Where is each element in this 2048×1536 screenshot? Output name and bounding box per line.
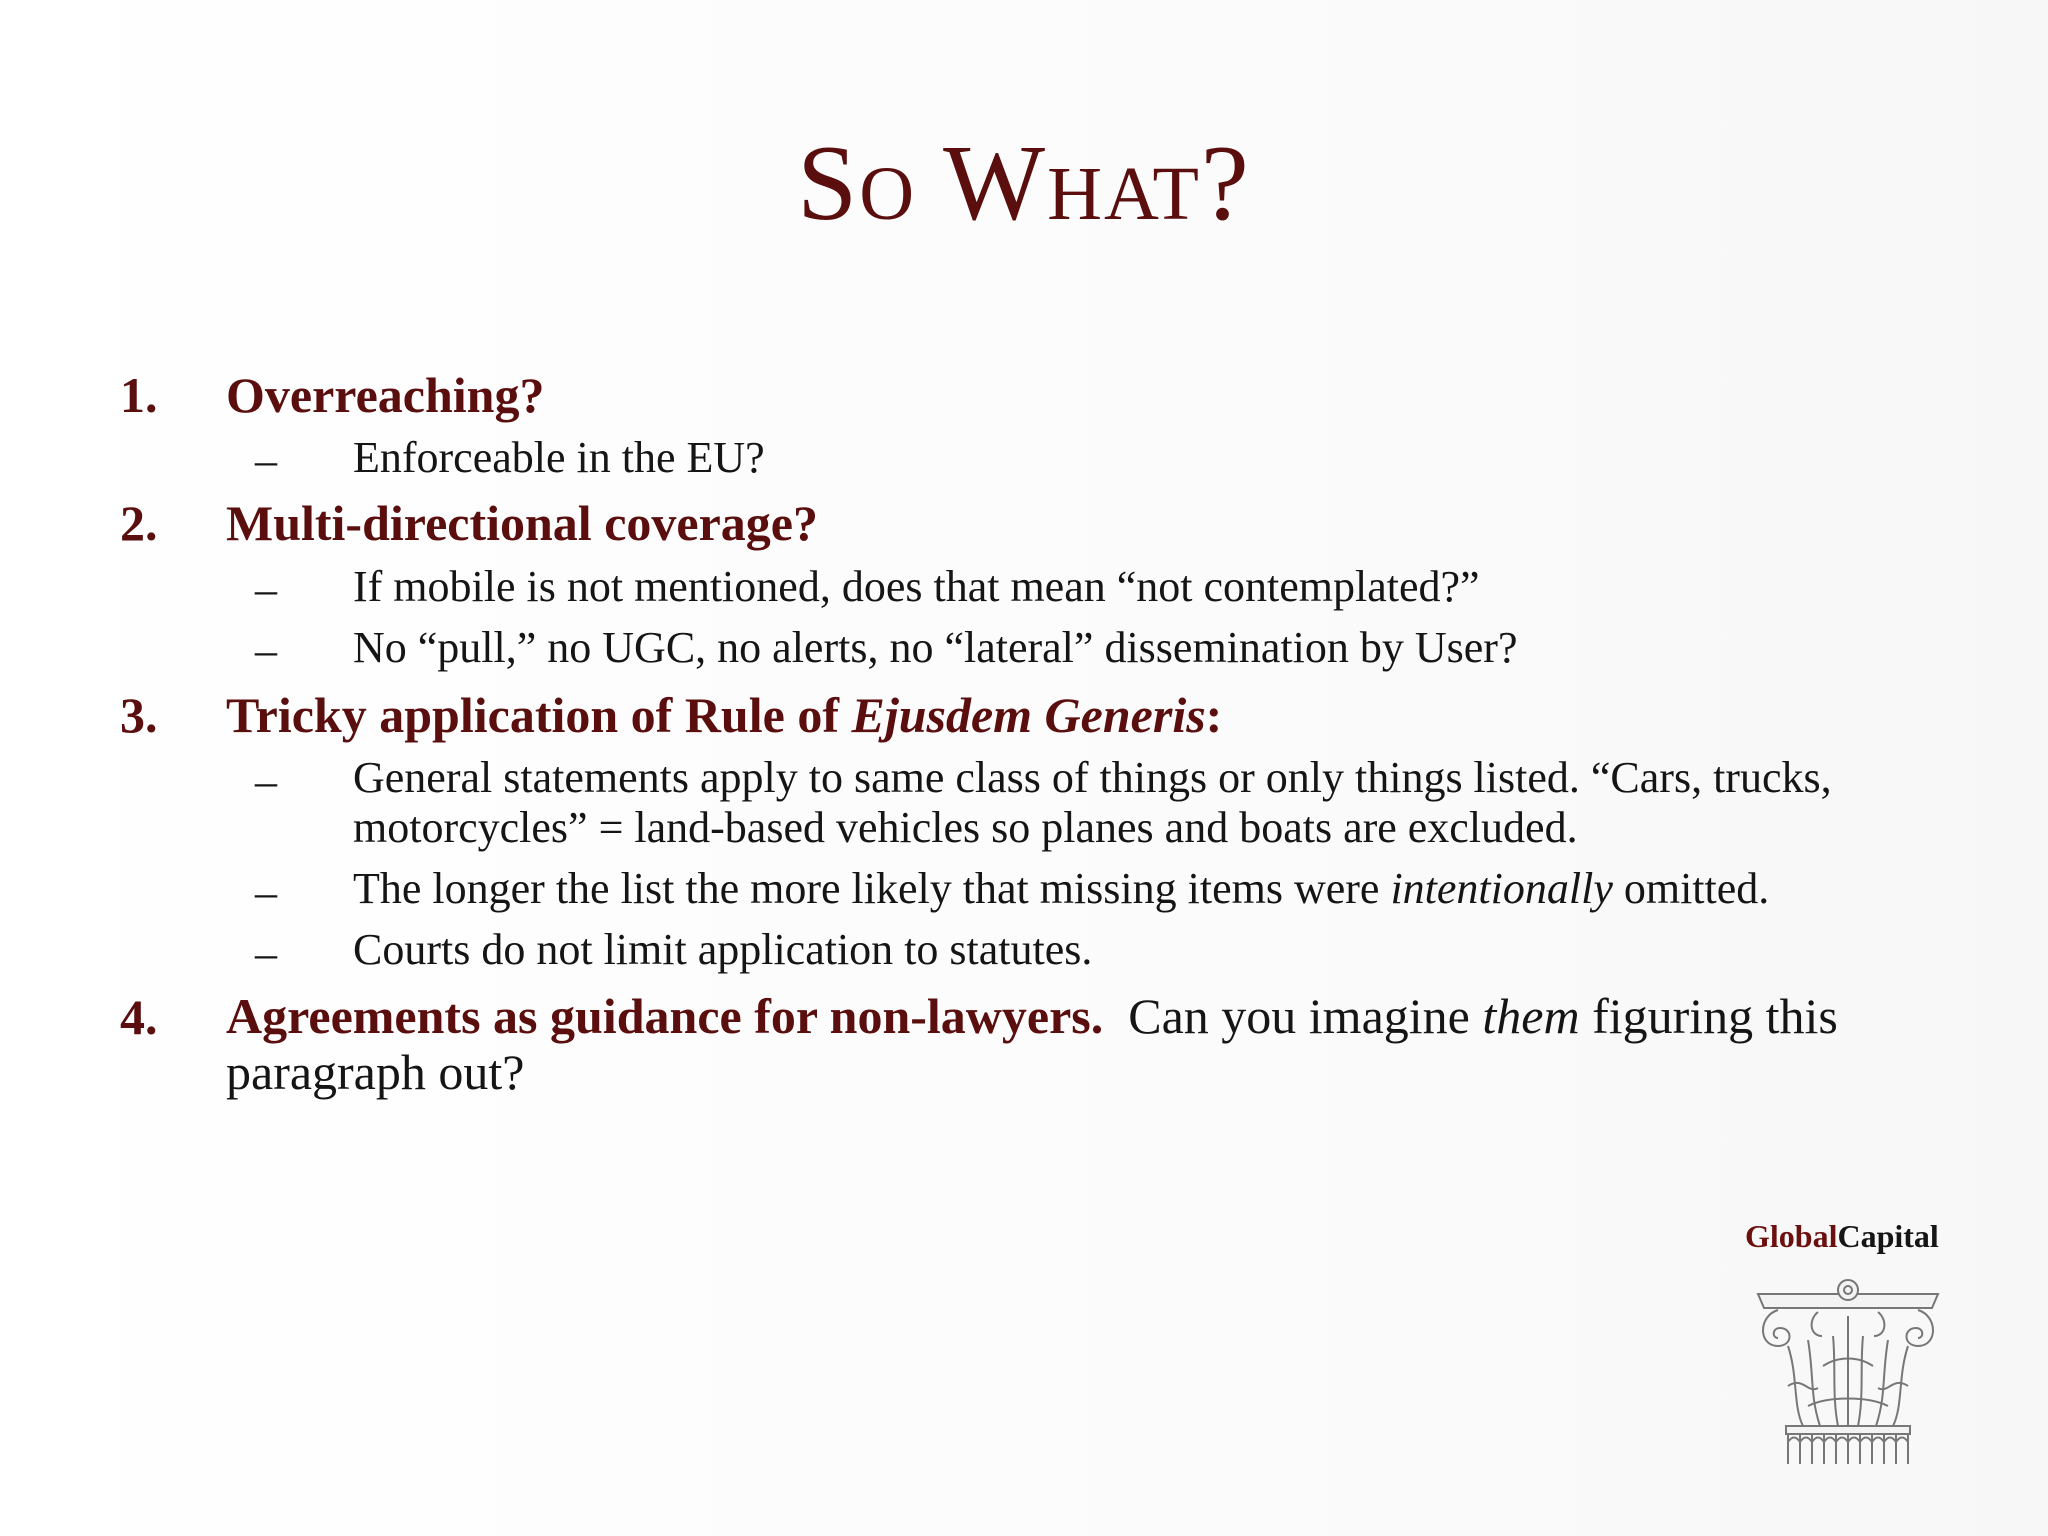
item-number-1: 1.: [120, 367, 158, 423]
dash-bullet: –: [255, 436, 277, 485]
sub-item-3-2-end: omitted.: [1612, 864, 1770, 913]
item-body-4: [226, 988, 1946, 1100]
slide-title: So What?: [797, 124, 1251, 243]
logo-global-text: Global: [1745, 1218, 1838, 1254]
item-heading-4: Agreements as guidance for non-lawyers.: [226, 988, 1104, 1044]
item-heading-1: Overreaching?: [226, 367, 545, 423]
dash-bullet: –: [255, 565, 277, 614]
logo-capital-text: Capital: [1837, 1218, 1939, 1254]
item-body-4-italic: them: [1482, 988, 1580, 1044]
dash-bullet: –: [255, 868, 277, 917]
dash-bullet: –: [255, 626, 277, 675]
item-heading-3: [226, 687, 1926, 743]
item-heading-3-text: Tricky application of Rule of: [226, 687, 852, 743]
sub-item-2-2: No “pull,” no UGC, no alerts, no “lateral” dissemination by User?: [353, 623, 1518, 672]
sub-item-3-2: [353, 864, 1913, 914]
item-heading-3-colon: :: [1205, 687, 1223, 743]
sub-item-2-1: If mobile is not mentioned, does that mean “not contemplated?”: [353, 562, 1480, 611]
item-number-4: 4.: [120, 989, 158, 1045]
item-heading-3-italic: Ejusdem Generis: [851, 687, 1206, 743]
globalcapital-logo: [1745, 1220, 1939, 1252]
item-number-3: 3.: [120, 687, 158, 743]
dash-bullet: –: [255, 929, 277, 978]
sub-item-1-1: Enforceable in the EU?: [353, 433, 765, 482]
dash-bullet: –: [255, 757, 277, 806]
item-body-4-text: Can you imagine: [1103, 988, 1483, 1044]
item-number-2: 2.: [120, 495, 158, 551]
sub-item-3-2-text: The longer the list the more likely that missing items were: [353, 864, 1391, 913]
sub-item-3-1: General statements apply to same class of things or only things listed. “Cars, trucks, motorcycles” = land-based vehicles so planes and boats are excluded.: [353, 753, 1832, 852]
item-heading-2: Multi-directional coverage?: [226, 495, 818, 551]
corinthian-column-icon: [1748, 1276, 1948, 1466]
sub-item-3-3: Courts do not limit application to statutes.: [353, 925, 1093, 974]
sub-item-3-2-italic: intentionally: [1390, 864, 1613, 913]
item-body-4-end: figuring this paragraph out?: [226, 988, 1838, 1100]
